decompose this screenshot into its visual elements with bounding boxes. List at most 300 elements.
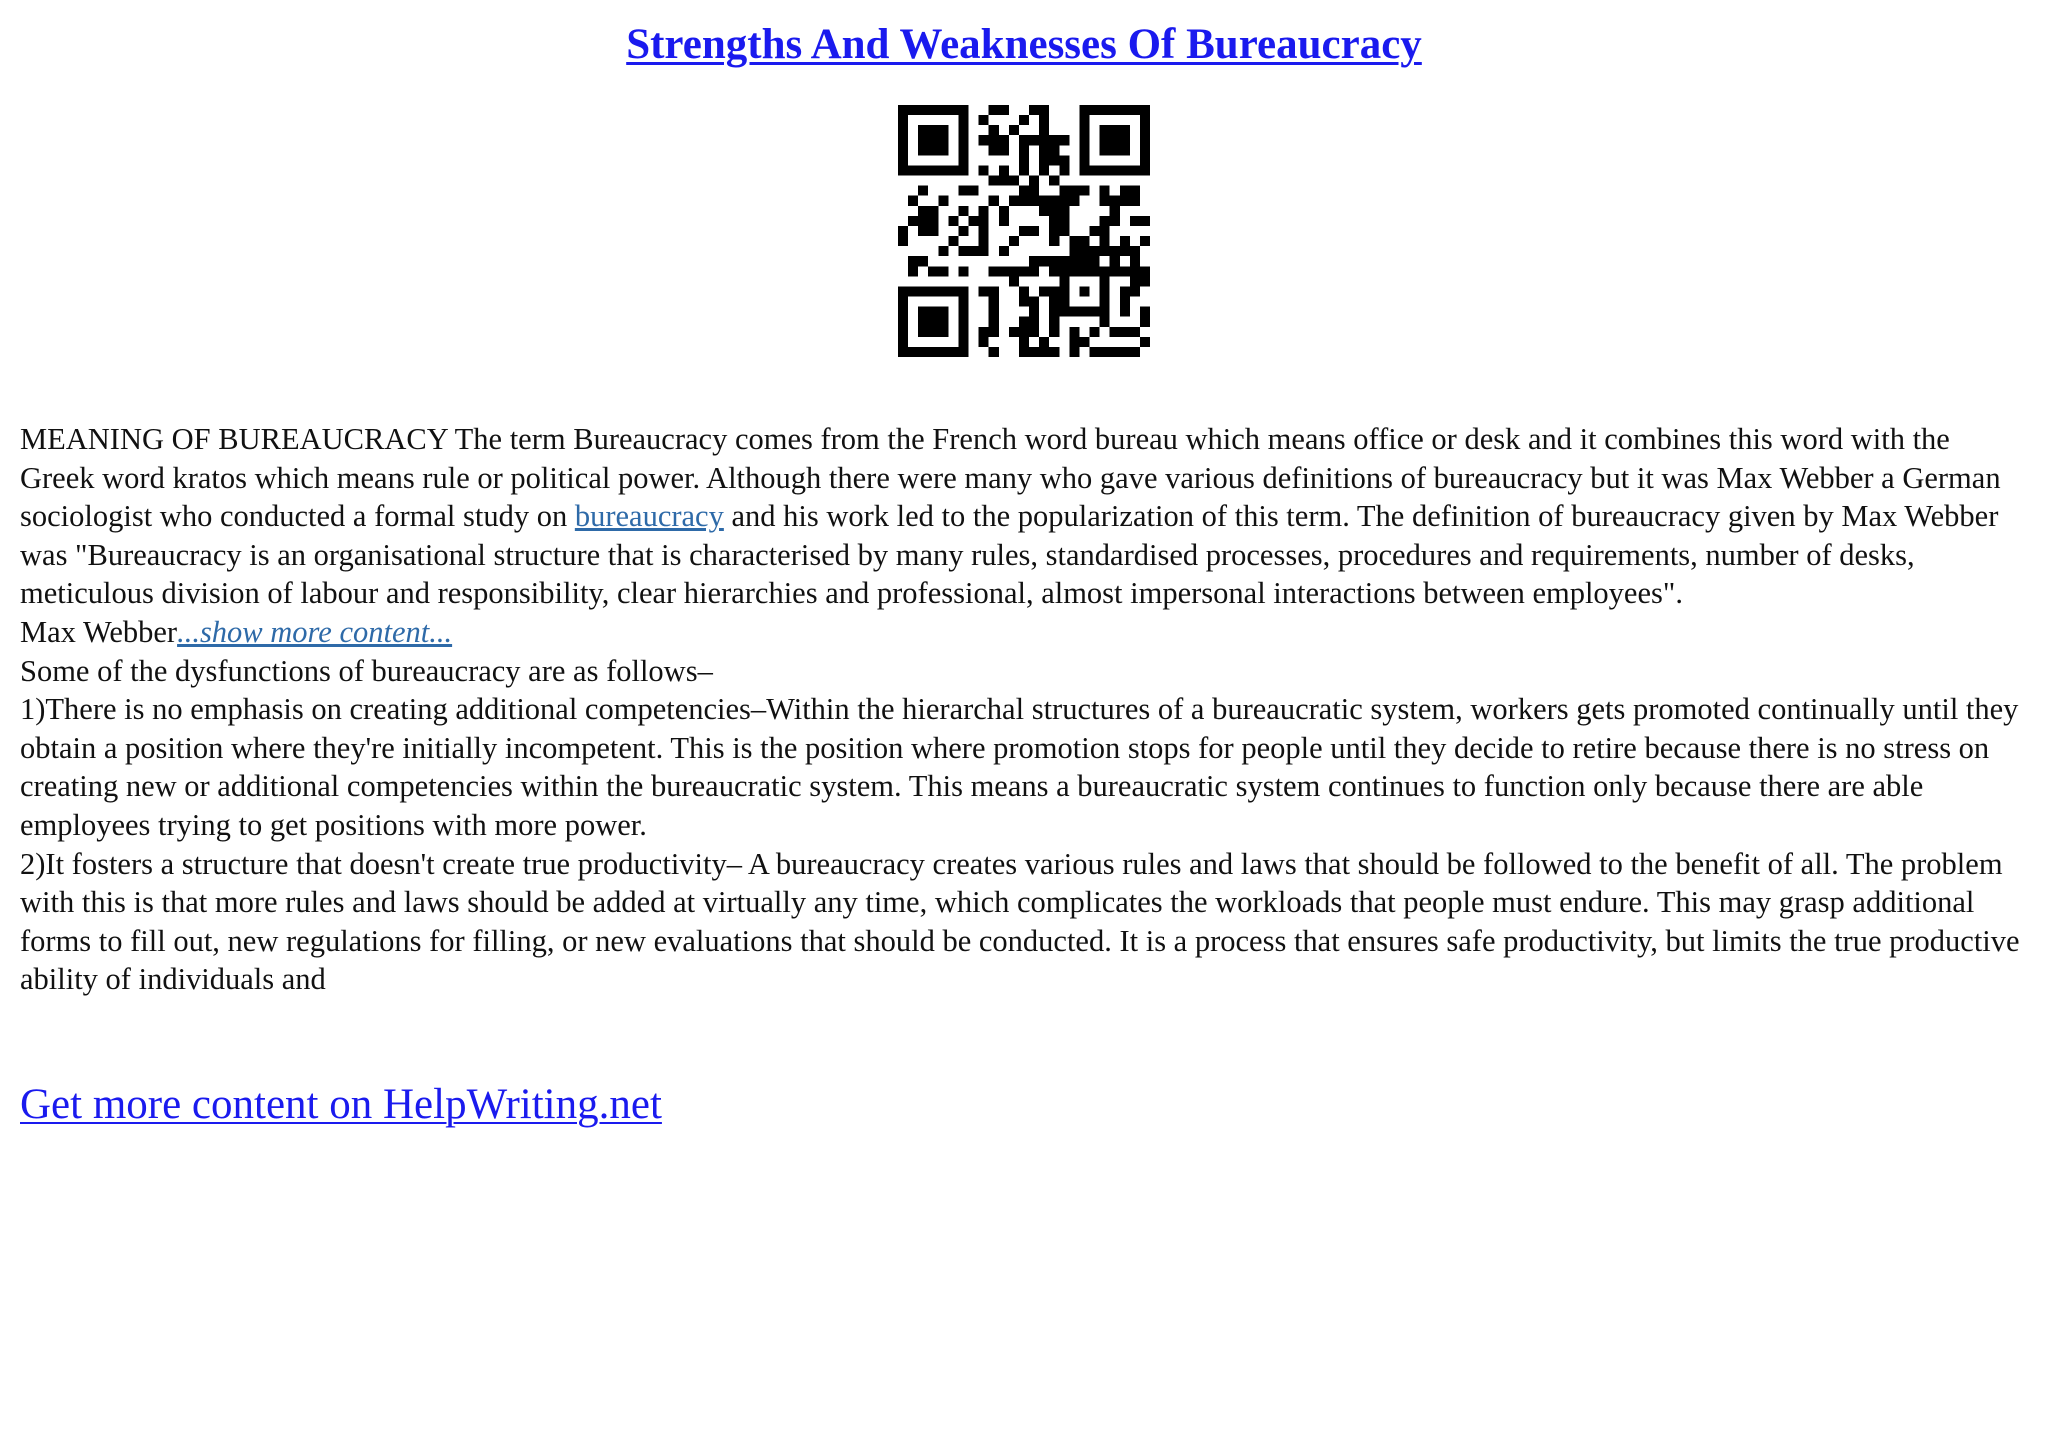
qr-module [1029,347,1039,357]
qr-module [908,286,918,296]
qr-module [1079,135,1089,145]
qr-module [938,317,948,327]
qr-module [1090,256,1100,266]
qr-module [1110,327,1120,337]
qr-module [908,256,918,266]
qr-module [958,266,968,276]
qr-module [938,327,948,337]
qr-module [1059,186,1069,196]
qr-module [928,347,938,357]
qr-module [1110,347,1120,357]
qr-module [969,246,979,256]
qr-module [1069,337,1079,347]
qr-module [999,135,1009,145]
qr-module [948,286,958,296]
qr-module [1049,307,1059,317]
qr-module [908,216,918,226]
qr-module [958,347,968,357]
qr-module [958,155,968,165]
qr-module [898,226,908,236]
qr-module [1069,196,1079,206]
qr-module [918,165,928,175]
qr-module [918,135,928,145]
qr-module [958,327,968,337]
qr-module [1019,337,1029,347]
qr-module [1019,347,1029,357]
qr-module [969,216,979,226]
qr-module [928,206,938,216]
qr-module [989,145,999,155]
qr-module [1100,246,1110,256]
qr-module [898,327,908,337]
qr-module [1140,236,1150,246]
qr-module [1130,196,1140,206]
article-body [20,420,2030,999]
qr-module [928,135,938,145]
qr-module [1130,246,1140,256]
qr-module [1130,276,1140,286]
qr-module [1039,337,1049,347]
qr-module [969,186,979,196]
qr-module [1019,186,1029,196]
show-more-link[interactable]: ...show more content... [177,614,453,649]
qr-module [928,286,938,296]
qr-module [1140,337,1150,347]
qr-module [1120,165,1130,175]
qr-module [1059,216,1069,226]
qr-module [1120,135,1130,145]
qr-module [1100,307,1110,317]
dysfunction-point-1: 1)There is no emphasis on creating additional competencies–Within the hierarchal structures of a bureaucratic system, workers gets promoted continually until they obtain a position where they're initially incompetent. This is the position where promotion stops for people until they decide to retire because there is no stress on creating new or additional competencies within the bureaucratic system. This means a bureaucratic system continues to function only because there are able employees trying to get positions with more power. [20,692,2019,842]
qr-module [1069,307,1079,317]
qr-module [1120,186,1130,196]
qr-module [1059,206,1069,216]
qr-module [999,105,1009,115]
qr-module [1110,196,1120,206]
qr-module [999,145,1009,155]
qr-module [1110,206,1120,216]
qr-module [898,145,908,155]
qr-module [1029,196,1039,206]
qr-module [1130,286,1140,296]
qr-module [1049,135,1059,145]
qr-module [958,125,968,135]
qr-module [989,297,999,307]
qr-module [898,105,908,115]
qr-module [1130,216,1140,226]
qr-module [1090,307,1100,317]
qr-module [989,347,999,357]
qr-module [898,347,908,357]
qr-module [1120,266,1130,276]
qr-module [989,125,999,135]
qr-module [958,105,968,115]
qr-module [1049,176,1059,186]
qr-module [1029,297,1039,307]
qr-module [1019,266,1029,276]
title-link[interactable]: Strengths And Weaknesses Of Bureaucracy [626,21,1422,68]
qr-module [1019,115,1029,125]
qr-module [989,317,999,327]
bureaucracy-link[interactable]: bureaucracy [574,499,724,534]
qr-module [928,327,938,337]
qr-module [1100,186,1110,196]
qr-module [1049,145,1059,155]
qr-module [1049,196,1059,206]
qr-module [1110,256,1120,266]
qr-module [928,266,938,276]
qr-module [999,216,1009,226]
qr-module [989,105,999,115]
qr-module [958,226,968,236]
qr-module [908,105,918,115]
qr-module [1029,307,1039,317]
qr-module [1120,125,1130,135]
qr-module [898,236,908,246]
qr-module [1079,186,1089,196]
qr-module [958,317,968,327]
qr-module [898,115,908,125]
qr-module [1019,196,1029,206]
qr-module [1069,246,1079,256]
dysfunctions-intro: Some of the dysfunctions of bureaucracy are as follows– [20,653,713,688]
qr-module [928,165,938,175]
qr-module [1100,266,1110,276]
qr-module [1019,165,1029,175]
qr-module [1009,176,1019,186]
qr-module [1059,226,1069,236]
qr-module [1120,297,1130,307]
qr-module [1079,256,1089,266]
qr-module [1049,236,1059,246]
qr-module [1049,327,1059,337]
qr-module [1039,105,1049,115]
qr-module [989,135,999,145]
qr-module [999,206,1009,216]
qr-module [1059,256,1069,266]
qr-module [1130,105,1140,115]
qr-module [1100,105,1110,115]
qr-module [938,347,948,357]
qr-module [989,176,999,186]
qr-module [918,327,928,337]
qr-module [1090,105,1100,115]
qr-module [928,105,938,115]
qr-module [1079,125,1089,135]
qr-module [1049,216,1059,226]
qr-module [1059,266,1069,276]
qr-module [898,155,908,165]
qr-module [908,347,918,357]
qr-module [1130,347,1140,357]
qr-module [938,125,948,135]
qr-module [938,165,948,175]
qr-module [989,286,999,296]
qr-module [1100,297,1110,307]
qr-module [1039,125,1049,135]
qr-module [1059,297,1069,307]
qr-module [1120,347,1130,357]
qr-module [1110,246,1120,256]
qr-module [979,206,989,216]
qr-module [1009,196,1019,206]
qr-module [1049,226,1059,236]
qr-module [1079,246,1089,256]
qr-module [1049,286,1059,296]
qr-module [1140,115,1150,125]
max-webber-line [20,613,2030,652]
qr-module [1059,196,1069,206]
qr-module [948,165,958,175]
qr-module [979,226,989,236]
qr-module [979,337,989,347]
qr-module [1130,165,1140,175]
qr-module [938,266,948,276]
qr-module [1100,236,1110,246]
qr-module [1130,327,1140,337]
helpwriting-link[interactable]: Get more content on HelpWriting.net [20,1081,662,1128]
qr-module [1079,286,1089,296]
qr-module [1140,155,1150,165]
qr-module [928,125,938,135]
qr-module [1079,155,1089,165]
qr-module [1059,155,1069,165]
qr-module [979,216,989,226]
qr-module [1110,135,1120,145]
qr-module [1039,286,1049,296]
qr-module [1090,347,1100,357]
qr-module [918,186,928,196]
qr-module [989,327,999,337]
qr-module [1019,327,1029,337]
qr-module [958,297,968,307]
qr-module [928,145,938,155]
qr-module [1009,327,1019,337]
qr-module [958,186,968,196]
qr-module [1079,307,1089,317]
paragraph-meaning [20,420,2030,613]
qr-module [1120,327,1130,337]
qr-module [1079,337,1089,347]
qr-module [898,286,908,296]
qr-module [1140,216,1150,226]
qr-module [1090,266,1100,276]
qr-module [1009,236,1019,246]
paragraph-text: and his work led to the popularization of this term. The definition of bureaucracy given by Max Webber was "Bureaucracy is an organisational structure that is characterised by many rules, standardised processes, procedures and requirements, number of desks, meticulous division of labour and responsibility, clear hierarchies and professional, almost impersonal interactions between employees". [20,499,1999,611]
qr-module [918,145,928,155]
qr-module [1039,115,1049,125]
qr-module [1140,165,1150,175]
qr-module [1120,196,1130,206]
qr-module [1140,317,1150,327]
qr-module [999,266,1009,276]
qr-module [1110,105,1120,115]
qr-module [1100,125,1110,135]
qr-module [1039,196,1049,206]
qr-module [1140,266,1150,276]
qr-module [979,165,989,175]
qr-module [1120,307,1130,317]
qr-module [938,105,948,115]
qr-module [1059,276,1069,286]
max-webber-text: Max Webber [20,614,178,649]
qr-module [948,105,958,115]
qr-module [1059,286,1069,296]
qr-module [1100,196,1110,206]
qr-module [1049,206,1059,216]
qr-module [958,206,968,216]
qr-module [928,226,938,236]
qr-module [1039,145,1049,155]
qr-module [1029,176,1039,186]
qr-module [908,165,918,175]
qr-module [918,256,928,266]
qr-module [999,246,1009,256]
qr-module [979,236,989,246]
qr-module [1140,125,1150,135]
qr-module [948,236,958,246]
qr-module [928,216,938,226]
qr-module [1079,115,1089,125]
qr-module [1019,135,1029,145]
qr-module [918,226,928,236]
qr-module [938,286,948,296]
qr-module [958,115,968,125]
qr-module [999,176,1009,186]
qr-module [1100,165,1110,175]
qr-module [1039,135,1049,145]
qr-module [958,337,968,347]
qr-module [1079,105,1089,115]
qr-code-icon [898,105,1150,357]
qr-module [898,135,908,145]
qr-module [918,105,928,115]
qr-module [999,165,1009,175]
qr-module [1100,286,1110,296]
qr-module [918,206,928,216]
qr-module [1100,216,1110,226]
qr-module [1120,105,1130,115]
qr-module [1090,246,1100,256]
qr-module [1110,216,1120,226]
qr-module [1039,206,1049,216]
qr-module [989,196,999,206]
qr-module [1079,236,1089,246]
qr-module [958,165,968,175]
qr-module [908,266,918,276]
qr-module [1069,236,1079,246]
paragraph-text: MEANING OF BUREAUCRACY The term Bureaucracy comes from the French word bureau which means office or desk and it combines this word with the Greek word kratos which means rule or political power. Although there were many who gave various definitions of bureaucracy but it was Max Webber a German sociologist who conducted a formal study on [20,422,2001,534]
qr-module [1059,135,1069,145]
qr-module [1049,266,1059,276]
qr-module [918,307,928,317]
qr-module [1110,165,1120,175]
qr-module [1019,286,1029,296]
qr-module [979,327,989,337]
qr-module [1059,165,1069,175]
qr-module [1009,276,1019,286]
qr-module [1069,186,1079,196]
qr-module [958,145,968,155]
qr-module [1029,105,1039,115]
qr-module [1069,266,1079,276]
qr-module [1090,226,1100,236]
qr-module [1140,307,1150,317]
qr-module [1019,226,1029,236]
qr-module [979,286,989,296]
qr-module [1019,317,1029,327]
page-title [0,18,2048,72]
qr-module [1049,297,1059,307]
qr-module [938,145,948,155]
qr-module [948,347,958,357]
qr-module [1019,145,1029,155]
qr-module [1100,317,1110,327]
qr-module [1069,347,1079,357]
qr-module [918,347,928,357]
qr-module [1029,317,1039,327]
qr-module [1140,135,1150,145]
qr-module [1029,186,1039,196]
qr-module [938,135,948,145]
qr-module [989,266,999,276]
qr-module [1140,105,1150,115]
qr-module [898,125,908,135]
qr-module [989,307,999,317]
qr-module [1009,266,1019,276]
cta-line [20,1078,662,1132]
qr-module [898,307,908,317]
qr-module [908,196,918,206]
qr-module [958,307,968,317]
qr-module [1140,276,1150,286]
qr-module [898,317,908,327]
qr-module [1069,256,1079,266]
qr-module [958,286,968,296]
qr-module [1049,317,1059,327]
qr-module [1029,226,1039,236]
qr-module [1090,165,1100,175]
qr-module [918,317,928,327]
qr-module [918,216,928,226]
qr-module [938,196,948,206]
qr-module [898,297,908,307]
qr-module [1049,256,1059,266]
qr-module [1140,145,1150,155]
qr-module [1039,155,1049,165]
qr-module [1130,256,1140,266]
qr-module [1039,165,1049,175]
qr-module [1059,307,1069,317]
qr-module [1029,135,1039,145]
qr-module [1110,266,1120,276]
qr-module [958,135,968,145]
qr-module [1130,186,1140,196]
qr-module [1029,266,1039,276]
qr-module [1100,145,1110,155]
qr-module [1079,165,1089,175]
qr-module [1100,226,1110,236]
qr-module [979,115,989,125]
qr-module [1079,145,1089,155]
qr-module [1110,125,1120,135]
qr-code-image [898,105,1150,357]
qr-module [1120,145,1130,155]
qr-module [1130,266,1140,276]
qr-module [1120,246,1130,256]
qr-module [918,286,928,296]
qr-module [928,317,938,327]
